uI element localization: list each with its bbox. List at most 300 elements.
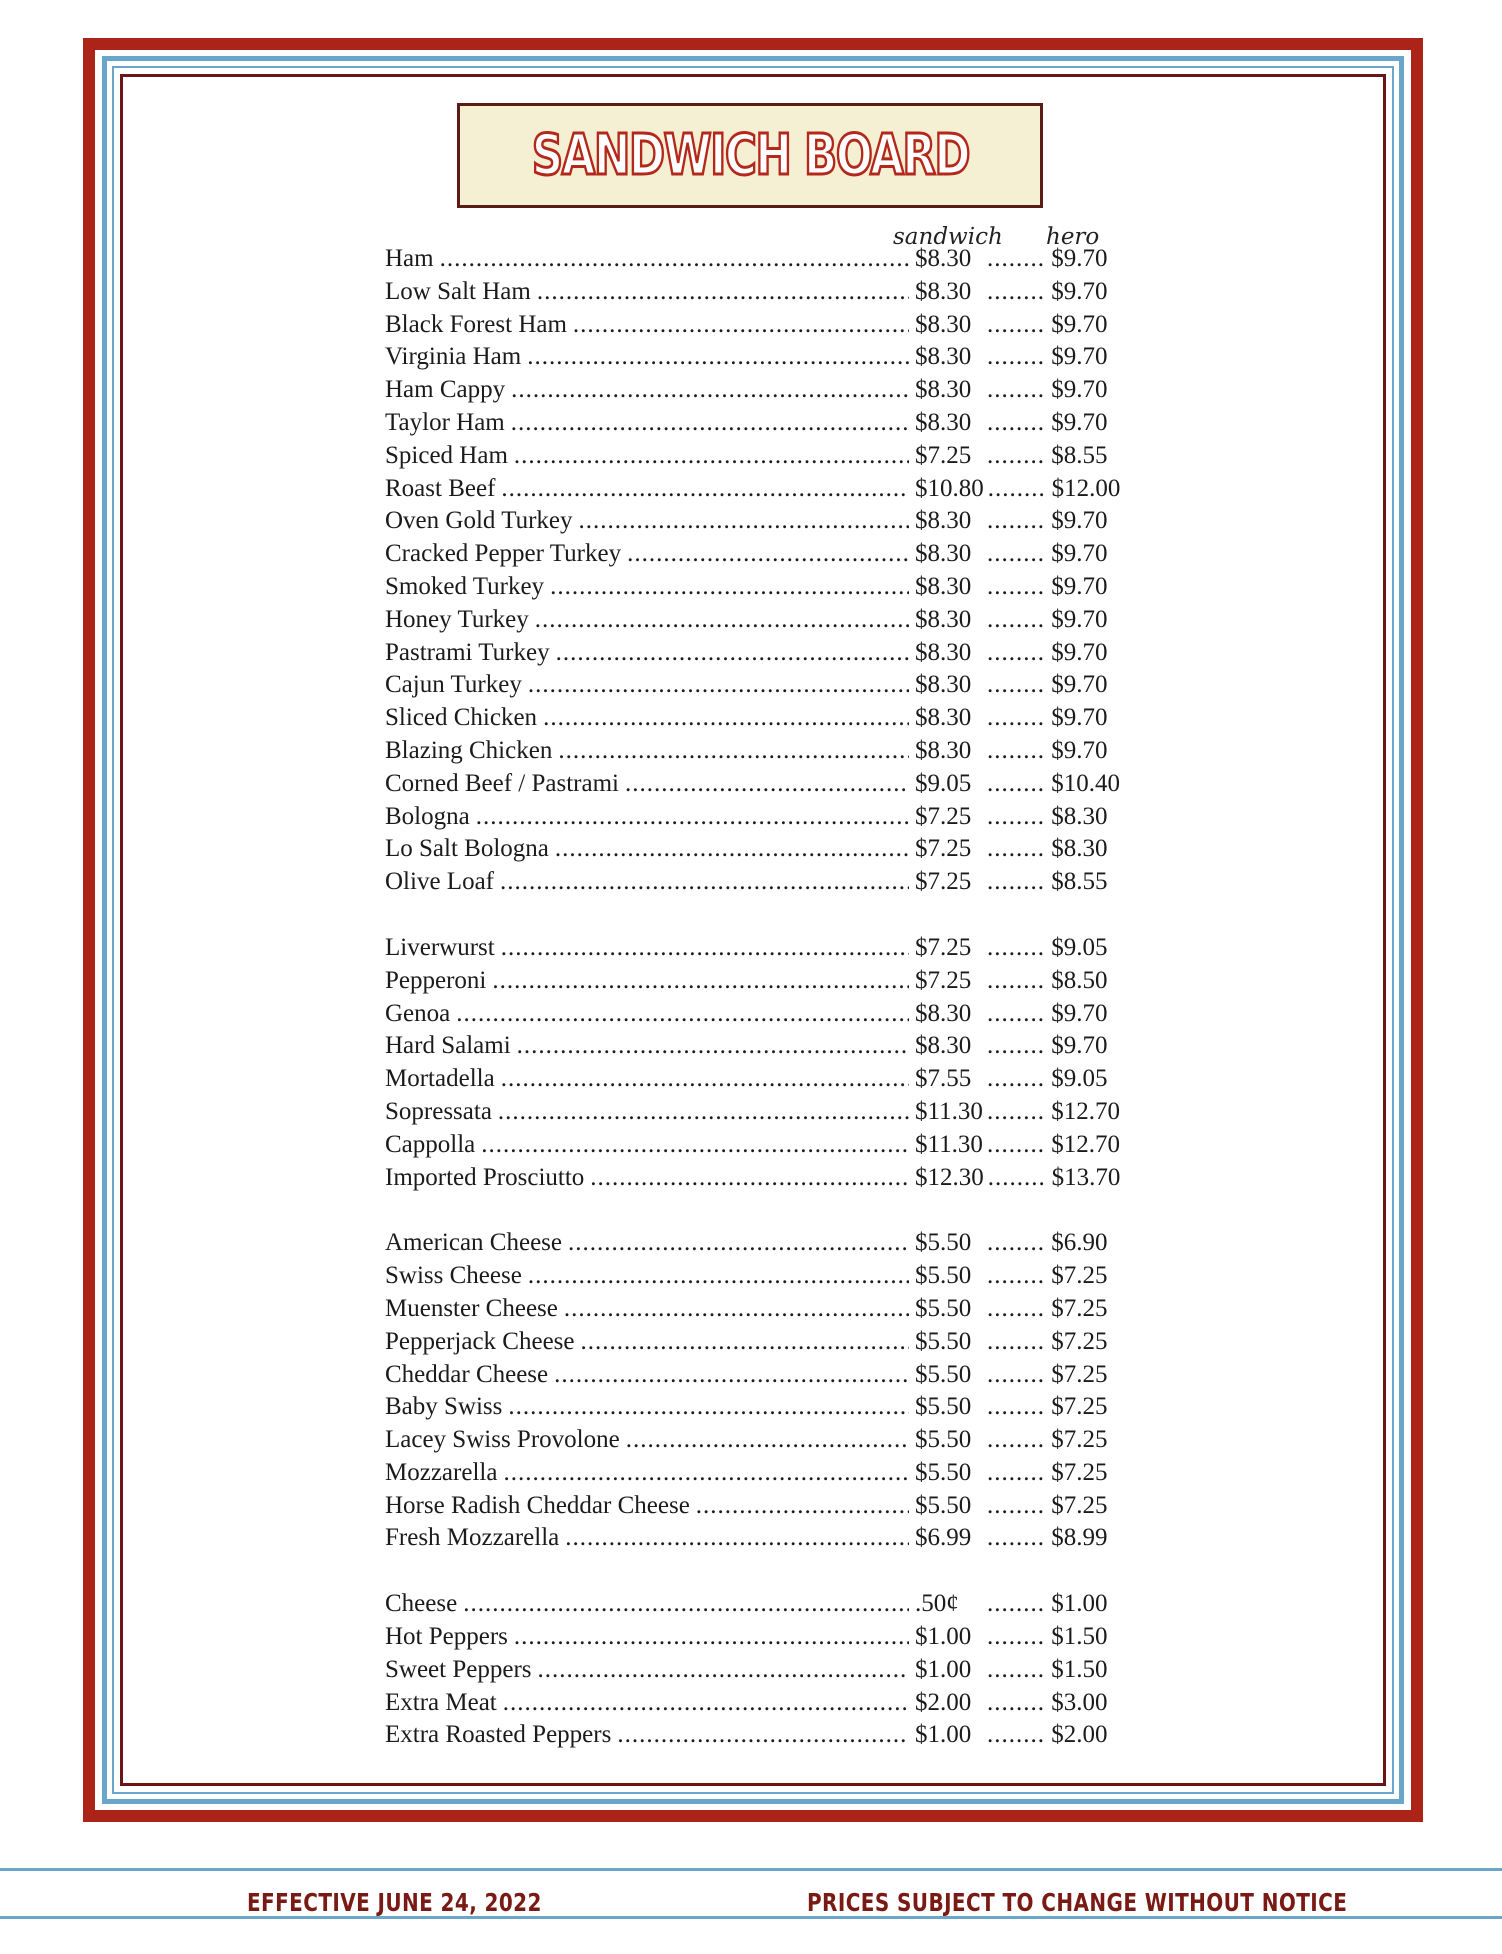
leader-dots (987, 704, 1045, 732)
menu-item-name: Hot Peppers (385, 1623, 508, 1651)
menu-item-left (385, 1065, 915, 1093)
menu-item (385, 1656, 1125, 1689)
menu-item-name: Black Forest Ham (385, 310, 567, 338)
menu-item-name: Corned Beef / Pastrami (385, 769, 619, 797)
hero-price: $9.70 (1051, 507, 1108, 535)
menu-item (385, 967, 1125, 1000)
footer-top-rule (0, 1868, 1502, 1871)
sandwich-price: $5.50 (915, 1262, 972, 1290)
leader-dots (987, 606, 1045, 634)
leader-dots (987, 1065, 1045, 1093)
hero-price: $9.70 (1051, 736, 1108, 764)
menu-item (385, 1623, 1125, 1656)
sandwich-price: $1.00 (915, 1623, 972, 1651)
leader-dots (564, 1295, 909, 1323)
leader-dots (476, 803, 909, 831)
sandwich-column-header: sandwich (893, 224, 1003, 250)
group-spacer (385, 1557, 1125, 1590)
leader-dots (456, 1000, 909, 1028)
leader-dots (501, 934, 909, 962)
menu-item-name: Roast Beef (385, 474, 496, 502)
hero-price: $9.70 (1051, 572, 1108, 600)
leader-dots (987, 1492, 1045, 1520)
hero-price: $9.70 (1051, 277, 1108, 305)
menu-item-left (385, 934, 915, 962)
leader-dots (501, 475, 909, 503)
sandwich-price: $7.25 (915, 933, 972, 961)
hero-price: $9.70 (1051, 376, 1108, 404)
menu-item-name: Horse Radish Cheddar Cheese (385, 1491, 690, 1519)
menu-item (385, 770, 1125, 803)
menu-item-name: Cracked Pepper Turkey (385, 540, 622, 568)
menu-item-name: Mortadella (385, 1065, 495, 1093)
leader-dots (987, 671, 1045, 699)
menu-item (385, 1689, 1125, 1722)
price-notice: PRICES SUBJECT TO CHANGE WITHOUT NOTICE (807, 1888, 1348, 1917)
leader-dots (528, 671, 909, 699)
sandwich-price: $5.50 (915, 1393, 972, 1421)
hero-price: $6.90 (1051, 1229, 1108, 1257)
leader-dots (987, 967, 1045, 995)
hero-price: $7.25 (1051, 1458, 1108, 1486)
menu-item (385, 606, 1125, 639)
leader-dots (987, 1032, 1045, 1060)
menu-item (385, 409, 1125, 442)
hero-price: $9.70 (1051, 999, 1108, 1027)
leader-dots (987, 507, 1045, 535)
menu-item-name: Muenster Cheese (385, 1294, 558, 1322)
leader-dots (987, 409, 1045, 437)
leader-dots (987, 934, 1045, 962)
leader-dots (535, 606, 909, 634)
menu-item (385, 507, 1125, 540)
hero-price: $12.00 (1051, 474, 1121, 502)
sandwich-price: $8.30 (915, 605, 972, 633)
menu-item-left (385, 1590, 915, 1618)
menu-item-name: Cajun Turkey (385, 671, 522, 699)
menu-item-name: Mozzarella (385, 1458, 498, 1486)
sandwich-price: $2.00 (915, 1688, 972, 1716)
leader-dots (987, 278, 1045, 306)
leader-dots (508, 1393, 909, 1421)
menu-item (385, 540, 1125, 573)
leader-dots (987, 311, 1045, 339)
menu-item-left (385, 573, 915, 601)
sandwich-price: $8.30 (915, 1032, 972, 1060)
menu-item-left (385, 409, 915, 437)
hero-price: $9.70 (1051, 638, 1108, 666)
leader-dots (987, 1393, 1045, 1421)
menu-item-name: Sopressata (385, 1097, 492, 1125)
leader-dots (517, 1032, 909, 1060)
leader-dots (987, 1721, 1045, 1749)
leader-dots (987, 1328, 1045, 1356)
menu-item-left (385, 1032, 915, 1060)
sandwich-price: $1.00 (915, 1655, 972, 1683)
menu-item-left (385, 1393, 915, 1421)
leader-dots (987, 376, 1045, 404)
menu-item-name: Spiced Ham (385, 441, 508, 469)
leader-dots (987, 540, 1045, 568)
leader-dots (987, 245, 1045, 273)
menu-item-left (385, 1623, 915, 1651)
menu-item-name: Extra Roasted Peppers (385, 1721, 612, 1749)
leader-dots (987, 1131, 1045, 1159)
sandwich-price: $5.50 (915, 1491, 972, 1519)
menu-item (385, 1032, 1125, 1065)
menu-item-left (385, 1689, 915, 1717)
menu-item-left (385, 1262, 915, 1290)
menu-item-left (385, 671, 915, 699)
menu-item-name: Pepperjack Cheese (385, 1327, 575, 1355)
menu-item (385, 934, 1125, 967)
leader-dots (514, 1623, 909, 1651)
sandwich-price: $8.30 (915, 376, 972, 404)
sandwich-price: $8.30 (915, 736, 972, 764)
leader-dots (514, 442, 909, 470)
leader-dots (987, 1524, 1045, 1552)
leader-dots (481, 1131, 909, 1159)
hero-price: $9.70 (1051, 605, 1108, 633)
menu-item (385, 1393, 1125, 1426)
menu-item (385, 639, 1125, 672)
menu-item-name: Cappolla (385, 1130, 476, 1158)
menu-item (385, 704, 1125, 737)
menu-item-left (385, 1656, 915, 1684)
menu-item (385, 671, 1125, 704)
menu-item-name: Imported Prosciutto (385, 1163, 585, 1191)
hero-price: $13.70 (1051, 1163, 1121, 1191)
hero-price: $8.50 (1051, 966, 1108, 994)
hero-price: $7.25 (1051, 1294, 1108, 1322)
leader-dots (987, 1229, 1045, 1257)
leader-dots (500, 868, 909, 896)
leader-dots (568, 1229, 909, 1257)
menu-list (385, 245, 1125, 1754)
leader-dots (543, 704, 909, 732)
menu-item-name: Extra Meat (385, 1688, 497, 1716)
menu-item (385, 343, 1125, 376)
hero-price: $9.70 (1051, 408, 1108, 436)
sandwich-price: $8.30 (915, 572, 972, 600)
sandwich-price: $12.30 (915, 1163, 984, 1191)
leader-dots (987, 1262, 1045, 1290)
menu-item-left (385, 475, 915, 503)
menu-item-left (385, 278, 915, 306)
sandwich-price: $7.55 (915, 1065, 972, 1093)
hero-column-header: hero (1046, 224, 1100, 250)
sandwich-price: $8.30 (915, 310, 972, 338)
hero-price: $7.25 (1051, 1262, 1108, 1290)
menu-item-left (385, 1328, 915, 1356)
sandwich-price: $8.30 (915, 343, 972, 371)
menu-item-name: Sliced Chicken (385, 704, 538, 732)
hero-price: $9.70 (1051, 540, 1108, 568)
menu-item-left (385, 376, 915, 404)
menu-item-name: Sweet Peppers (385, 1655, 532, 1683)
sandwich-price: $11.30 (915, 1130, 983, 1158)
menu-item (385, 1524, 1125, 1557)
menu-item-name: Blazing Chicken (385, 736, 553, 764)
sandwich-price: $5.50 (915, 1458, 972, 1486)
menu-item-left (385, 442, 915, 470)
menu-item-name: Cheese (385, 1590, 458, 1618)
sandwich-price: $5.50 (915, 1360, 972, 1388)
leader-dots (573, 311, 909, 339)
sandwich-price: $7.25 (915, 441, 972, 469)
menu-item (385, 1721, 1125, 1754)
menu-item-left (385, 1295, 915, 1323)
leader-dots (498, 1098, 909, 1126)
menu-item-left (385, 868, 915, 896)
sandwich-price: $8.30 (915, 999, 972, 1027)
leader-dots (987, 770, 1045, 798)
hero-price: $8.30 (1051, 802, 1108, 830)
menu-item (385, 1492, 1125, 1525)
menu-item-left (385, 639, 915, 667)
menu-item-left (385, 1361, 915, 1389)
hero-price: $7.25 (1051, 1327, 1108, 1355)
menu-item-name: Taylor Ham (385, 408, 505, 436)
sandwich-price: $5.50 (915, 1294, 972, 1322)
leader-dots (988, 475, 1046, 503)
leader-dots (527, 343, 909, 371)
menu-item (385, 1229, 1125, 1262)
leader-dots (528, 1262, 909, 1290)
menu-item-name: Liverwurst (385, 933, 495, 961)
leader-dots (696, 1492, 909, 1520)
leader-dots (617, 1721, 909, 1749)
leader-dots (987, 1590, 1045, 1618)
sandwich-price: $8.30 (915, 277, 972, 305)
leader-dots (565, 1524, 909, 1552)
leader-dots (987, 835, 1045, 863)
leader-dots (503, 1459, 909, 1487)
menu-item (385, 1361, 1125, 1394)
menu-item-name: Fresh Mozzarella (385, 1524, 560, 1552)
hero-price: $8.55 (1051, 441, 1108, 469)
hero-price: $8.55 (1051, 868, 1108, 896)
menu-item-left (385, 540, 915, 568)
menu-item-left (385, 245, 915, 273)
leader-dots (511, 376, 909, 404)
menu-item-name: Swiss Cheese (385, 1262, 522, 1290)
sandwich-price: $8.30 (915, 540, 972, 568)
menu-item-left (385, 835, 915, 863)
menu-item (385, 1295, 1125, 1328)
menu-item-left (385, 704, 915, 732)
leader-dots (626, 1426, 909, 1454)
hero-price: $10.40 (1051, 769, 1120, 797)
leader-dots (555, 835, 909, 863)
menu-item (385, 1098, 1125, 1131)
menu-item-name: Oven Gold Turkey (385, 507, 573, 535)
menu-item-name: Lo Salt Bologna (385, 835, 549, 863)
leader-dots (987, 737, 1045, 765)
sandwich-price: $5.50 (915, 1229, 972, 1257)
menu-item (385, 1131, 1125, 1164)
menu-item-left (385, 1229, 915, 1257)
leader-dots (558, 737, 909, 765)
leader-dots (987, 1426, 1045, 1454)
hero-price: $9.70 (1051, 704, 1108, 732)
sandwich-price: $1.00 (915, 1721, 972, 1749)
menu-item-name: Ham Cappy (385, 376, 506, 404)
leader-dots (463, 1590, 909, 1618)
hero-price: $9.70 (1051, 671, 1108, 699)
hero-price: $9.05 (1051, 1065, 1108, 1093)
menu-item (385, 1328, 1125, 1361)
hero-price: $2.00 (1051, 1721, 1108, 1749)
menu-item (385, 311, 1125, 344)
menu-item-left (385, 606, 915, 634)
leader-dots (579, 507, 909, 535)
leader-dots (987, 1459, 1045, 1487)
menu-item (385, 803, 1125, 836)
menu-item (385, 278, 1125, 311)
menu-item-left (385, 507, 915, 535)
menu-item-name: Cheddar Cheese (385, 1360, 549, 1388)
menu-item-left (385, 1426, 915, 1454)
sandwich-price: $7.25 (915, 966, 972, 994)
leader-dots (987, 343, 1045, 371)
leader-dots (987, 573, 1045, 601)
hero-price: $1.50 (1051, 1623, 1108, 1651)
menu-item (385, 1065, 1125, 1098)
group-spacer (385, 901, 1125, 934)
menu-item (385, 1590, 1125, 1623)
menu-item (385, 868, 1125, 901)
sandwich-price: .50¢ (915, 1590, 959, 1618)
effective-date: EFFECTIVE JUNE 24, 2022 (247, 1888, 542, 1917)
hero-price: $9.70 (1051, 245, 1108, 272)
menu-item (385, 1426, 1125, 1459)
sandwich-price: $11.30 (915, 1097, 983, 1125)
sandwich-price: $9.05 (915, 769, 972, 797)
menu-item (385, 1164, 1125, 1197)
leader-dots (987, 1623, 1045, 1651)
group-spacer (385, 1196, 1125, 1229)
menu-item-left (385, 1131, 915, 1159)
menu-item-left (385, 770, 915, 798)
hero-price: $9.70 (1051, 343, 1108, 371)
menu-item-name: Ham (385, 245, 434, 272)
menu-item-left (385, 1459, 915, 1487)
sandwich-price: $8.30 (915, 671, 972, 699)
leader-dots (987, 1656, 1045, 1684)
leader-dots (987, 1295, 1045, 1323)
leader-dots (987, 1689, 1045, 1717)
hero-price: $12.70 (1051, 1130, 1120, 1158)
menu-item-left (385, 737, 915, 765)
menu-item-name: Hard Salami (385, 1032, 511, 1060)
sandwich-price: $7.25 (915, 868, 972, 896)
sandwich-price: $7.25 (915, 835, 972, 863)
leader-dots (538, 1656, 910, 1684)
menu-item (385, 573, 1125, 606)
hero-price: $9.05 (1051, 933, 1108, 961)
sandwich-price: $8.30 (915, 507, 972, 535)
leader-dots (581, 1328, 909, 1356)
menu-item (385, 475, 1125, 508)
menu-item-name: Pepperoni (385, 966, 487, 994)
leader-dots (554, 1361, 909, 1389)
menu-item-name: Baby Swiss (385, 1393, 503, 1421)
page-title: SANDWICH BOARD (531, 123, 969, 188)
leader-dots (501, 1065, 909, 1093)
hero-price: $3.00 (1051, 1688, 1108, 1716)
menu-item-name: Bologna (385, 802, 470, 830)
hero-price: $9.70 (1051, 310, 1108, 338)
sandwich-price: $8.30 (915, 245, 972, 272)
leader-dots (987, 803, 1045, 831)
leader-dots (503, 1689, 909, 1717)
menu-item (385, 1459, 1125, 1492)
leader-dots (440, 245, 909, 273)
leader-dots (987, 442, 1045, 470)
menu-item (385, 1000, 1125, 1033)
sandwich-price: $7.25 (915, 802, 972, 830)
leader-dots (511, 409, 909, 437)
menu-item-name: Pastrami Turkey (385, 638, 550, 666)
leader-dots (625, 770, 909, 798)
leader-dots (590, 1164, 909, 1192)
hero-price: $8.99 (1051, 1524, 1108, 1552)
leader-dots (537, 278, 909, 306)
menu-item-left (385, 1000, 915, 1028)
leader-dots (627, 540, 909, 568)
menu-item-left (385, 1721, 915, 1749)
hero-price: $7.25 (1051, 1393, 1108, 1421)
hero-price: $1.50 (1051, 1655, 1108, 1683)
menu-item (385, 835, 1125, 868)
hero-price: $7.25 (1051, 1426, 1108, 1454)
hero-price: $7.25 (1051, 1360, 1108, 1388)
hero-price: $9.70 (1051, 1032, 1108, 1060)
menu-item-name: Lacey Swiss Provolone (385, 1426, 620, 1454)
hero-price: $8.30 (1051, 835, 1108, 863)
leader-dots (550, 573, 909, 601)
menu-item-name: Smoked Turkey (385, 572, 545, 600)
menu-item-left (385, 343, 915, 371)
sandwich-price: $6.99 (915, 1524, 972, 1552)
menu-item (385, 442, 1125, 475)
hero-price: $1.00 (1051, 1590, 1108, 1618)
leader-dots (987, 1000, 1045, 1028)
leader-dots (988, 1164, 1046, 1192)
leader-dots (987, 1098, 1045, 1126)
menu-item-name: American Cheese (385, 1229, 563, 1257)
sandwich-price: $8.30 (915, 638, 972, 666)
leader-dots (556, 639, 909, 667)
sandwich-price: $10.80 (915, 474, 984, 502)
menu-item (385, 245, 1125, 278)
hero-price: $7.25 (1051, 1491, 1108, 1519)
menu-item-name: Honey Turkey (385, 605, 529, 633)
menu-item-name: Genoa (385, 999, 451, 1027)
sandwich-price: $8.30 (915, 704, 972, 732)
sandwich-price: $5.50 (915, 1426, 972, 1454)
title-banner (457, 103, 1043, 208)
hero-price: $12.70 (1051, 1097, 1120, 1125)
leader-dots (987, 868, 1045, 896)
menu-item-left (385, 967, 915, 995)
menu-item-left (385, 1164, 915, 1192)
menu-item-name: Virginia Ham (385, 343, 522, 371)
leader-dots (987, 1361, 1045, 1389)
sandwich-price: $5.50 (915, 1327, 972, 1355)
menu-item-name: Olive Loaf (385, 868, 494, 896)
